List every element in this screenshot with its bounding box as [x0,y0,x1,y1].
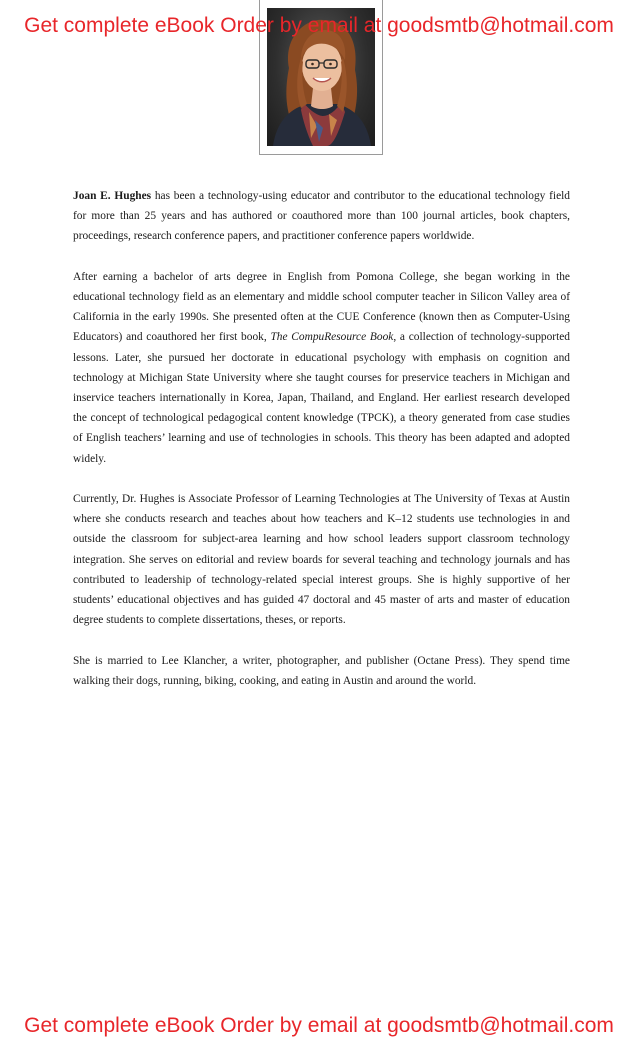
top-order-banner: Get complete eBook Order by email at goodsmtb@hotmail.com [24,14,614,37]
bio-p2-after: , a collection of technology-supported lessons. Later, she pursued her doctorate in educational psychology with emphasis on cognition and technology at Michigan State University where she taught courses for preservice teachers in Michigan and inservice teachers internationally in Korea, Japan, Thailand, and England. Her earliest research developed the concept of technological pedagogical content knowledge (TPCK), a theory generated from case studies of English teachers’ learning and use of technologies in schools. This theory has been adapted and adopted widely. [73,331,570,465]
bio-paragraph-4: She is married to Lee Klancher, a writer, photographer, and publisher (Octane Press). They spend time walking their dogs, running, biking, cooking, and eating in Austin and around the world. [73,654,570,687]
bio-paragraph-1 [73,186,570,247]
author-name: Joan E. Hughes [73,190,152,202]
author-bio [73,186,570,711]
bottom-order-banner: Get complete eBook Order by email at goodsmtb@hotmail.com [24,1014,614,1037]
bio-paragraph-2 [73,267,570,469]
book-title: The CompuResource Book [270,331,394,344]
bio-paragraph-3: Currently, Dr. Hughes is Associate Professor of Learning Technologies at The University of Texas at Austin where she conducts research and teaches about how teachers and K–12 students use technologies in and outside the classroom for subject-area learning and how school leaders support classroom technology integration. She serves on editorial and review boards for several teaching and technology journals and has contributed to leadership of technology-related special interest groups. She is highly supportive of her students’ educational objectives and has guided 47 doctoral and 45 master of arts and master of education degree students to complete dissertations, theses, or reports. [73,493,570,627]
bio-p1-text: has been a technology-using educator and contributor to the educational technology field for more than 25 years and has authored or coauthored more than 100 journal articles, book chapters, proceedings, research conference papers, and practitioner conference papers worldwide. [73,190,570,243]
bio-p2-before: After earning a bachelor of arts degree in English from Pomona College, she began working in the educational technology field as an elementary and middle school computer teacher in Silicon Valley area of California in the early 1990s. She presented often at the CUE Conference (known then as Computer-Using Educators) and coauthored her first book, [73,270,570,344]
